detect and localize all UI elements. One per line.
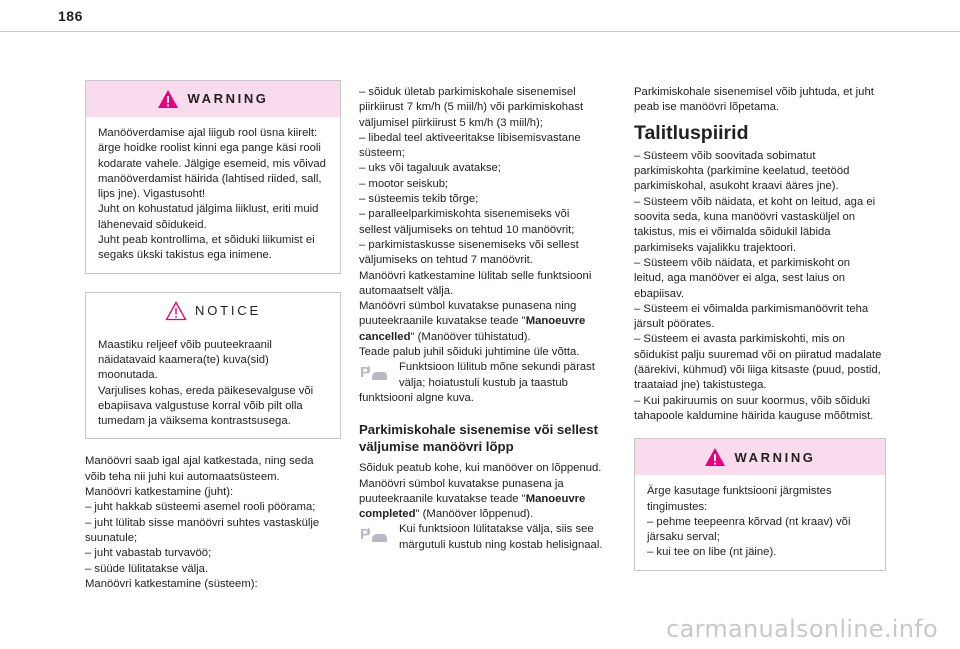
subheading-manoeuvre-end: Parkimiskohale sisenemise või sellest väljumise manöövri lõpp bbox=[359, 422, 598, 455]
warning-text-2: Ärge kasutage funktsiooni järgmistes tingimustes: – pehme teepeenra kõrvad (nt kraav) või järsaku serval; – kui tee on libe (nt jäine). bbox=[647, 485, 851, 559]
intro-paragraph: Parkimiskohale sisenemisel võib juhtuda, et juht peab ise manöövri lõpetama. bbox=[634, 86, 874, 114]
body-text: Manöövri saab igal ajal katkestada, ning seda võib teha nii juhi kui automaatsüsteem. Manöövri katkestamine (juht): – juht hakkab süsteemi asemel rooli pöörama; – juht lülitab sisse manöövri suhtes vastaskülje suunatule; – juht vabastab turvavöö; – süüde lülitatakse välja. Manöövri katkestamine (süsteem): bbox=[85, 455, 320, 590]
warning-title-2: WARNING bbox=[734, 449, 816, 465]
limits-list: – Süsteem võib soovitada sobimatut parkimiskohta (parkimine keelatud, teetööd parkimiskohal, asukoht kraavi ääres jne). – Süsteem võib näidata, et koht on leitud, aga ei soovita seda, kuna manöövri vastasküljel on takistus, mis ei võimalda sõidukil läbida parkimiseks vajalikku trajektoori. – Süsteem võib näidata, et parkimiskoht on leitud, aga manööver ei alga, sest laius on ebapiisav. – Süsteem ei võimalda parkimismanöövrit teha järsult pöörates. – Süsteem ei avasta parkimiskohti, mis on sõidukist palju suuremad või on piiratud madalate (äärekivi, kühmud) või liiga kitsaste (puud, postid, traataiad jne) takistustega. – Kui pakiruumis on suur koormus, võib sõiduki tahapoole kaldumine häirida kauguse mõõtmist. bbox=[634, 149, 882, 422]
paragraph-takeover: Teade palub juhil sõiduki juhtimine üle võtta. bbox=[359, 346, 580, 359]
warning-text: Manööverdamise ajal liigub rool üsna kiirelt: ärge hoidke roolist kinni ega pange käsi rooli kodarate vahele. Jälgige esemeid, mis võivad manööverdamist häirida (lahtised riided, sall, lips jne). Vigastusoht! Juht on kohustatud jälgima liiklust, eriti muid lähenevaid sõidukeid. Juht peab kontrollima, et sõiduki liikumist ei segaks ükski takistus ega inimene. bbox=[98, 127, 326, 262]
paragraph-cancelled: Manöövri sümbol kuvatakse punasena ning puuteekraanile kuvatakse teade "Manoeuvre cancelled" (Manööver tühistatud). bbox=[359, 300, 586, 343]
warning-box bbox=[85, 80, 341, 274]
warning-box-2 bbox=[634, 438, 886, 570]
top-rule bbox=[0, 31, 960, 32]
column-3 bbox=[634, 85, 882, 571]
warning-triangle-icon bbox=[157, 89, 179, 109]
notice-triangle-icon bbox=[165, 301, 187, 321]
column-2 bbox=[359, 85, 604, 553]
icon-paragraph-1: P Funktsioon lülitub mõne sekundi pärast välja; hoiatustuli kustub ja taastub funktsiooni algne kuva. bbox=[359, 361, 595, 404]
svg-text:P: P bbox=[360, 364, 371, 382]
heading-limits: Talitluspiirid bbox=[634, 121, 749, 144]
watermark: carmanualsonline.info bbox=[666, 615, 938, 643]
warning-triangle-icon bbox=[704, 447, 726, 467]
icon-paragraph-2: P Kui funktsioon lülitatakse välja, siis see märgutuli kustub ning kostab helisignaal. bbox=[360, 523, 603, 551]
warning-header bbox=[86, 81, 340, 117]
abort-conditions-list: – sõiduk ületab parkimiskohale sisenemisel piirkiirust 7 km/h (5 miil/h) või parkimiskohast väljumisel piirkiirust 5 km/h (3 miil/h); – libedal teel aktiveeritakse libisemisvastane süsteem; – uks või tagaluuk avatakse; – mootor seiskub; – süsteemis tekib tõrge; – paralleelparkimiskohta sisenemiseks või sellest väljumiseks on tehtud 10 manöövrit; – parkimistaskusse sisenemiseks või sellest väljumiseks on tehtud 7 manöövrit. bbox=[359, 86, 584, 267]
paragraph-completed: Manöövri sümbol kuvatakse punasena ja puuteekraanile kuvatakse teade "Manoeuvre completed" (Manööver lõppenud). bbox=[359, 477, 586, 521]
notice-box bbox=[85, 292, 341, 440]
park-assist-icon bbox=[359, 524, 389, 546]
page-number: 186 bbox=[58, 8, 83, 24]
column-1 bbox=[85, 80, 325, 592]
warning-header-2 bbox=[635, 439, 885, 475]
park-assist-icon bbox=[359, 362, 389, 384]
notice-header bbox=[86, 293, 340, 329]
paragraph-auto-off: Manöövri katkestamine lülitab selle funktsiooni automaatselt välja. bbox=[359, 269, 592, 297]
svg-text:P: P bbox=[360, 526, 371, 544]
notice-text: Maastiku reljeef võib puuteekraanil näidatavaid kaamera(te) kuva(sid) moonutada. Varjulises kohas, ereda päikesevalguse või ebapiisava valgustuse korral võib pilt olla tumedam ja väiksema kontrastsusega. bbox=[98, 338, 314, 428]
warning-title: WARNING bbox=[187, 91, 269, 107]
paragraph-stop: Sõiduk peatub kohe, kui manööver on lõppenud. bbox=[359, 462, 602, 475]
notice-title: NOTICE bbox=[195, 303, 261, 319]
